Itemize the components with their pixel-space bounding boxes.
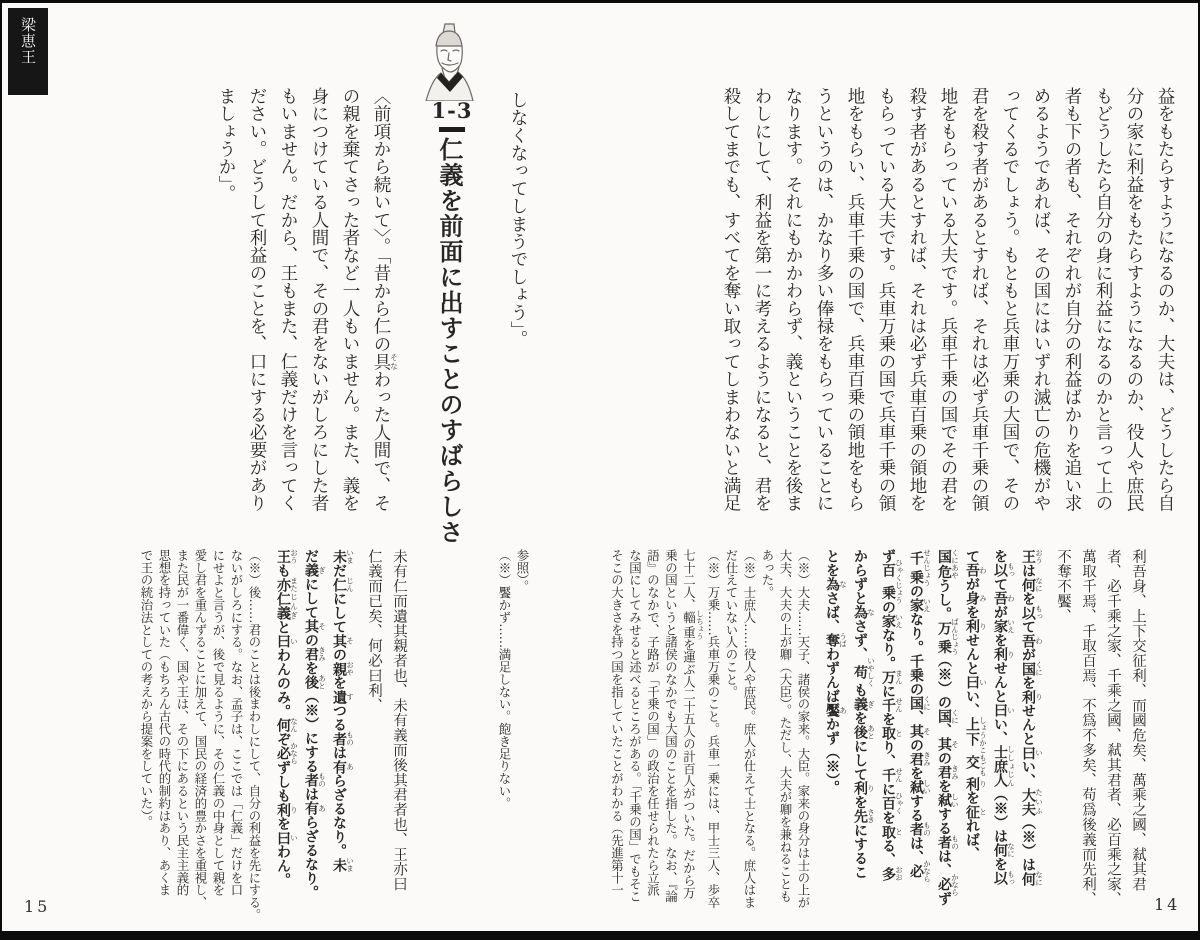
text-column: 千乗せんじょうの家いえなり。千乗の国くに、其その君きみを弒しいする者ものは、必かなら (908, 549, 932, 883)
text-column: しなくなってしまうでしょう」。 (508, 91, 528, 348)
right-page-translation (715, 87, 1180, 539)
section-title (432, 137, 467, 547)
annotations-continued-left (495, 549, 531, 921)
section-divider-rule (439, 127, 465, 132)
page-number-left: 15 (24, 897, 51, 916)
text-column: 思想を持っていた（もちろん古代の時代的制約はあり、あくま (157, 549, 172, 897)
text-column: 殺す者があるとすれば、それは必ず兵車百乗の領地を (907, 87, 927, 512)
text-column: の親を棄てさった者など一人もいません。また、義を (340, 87, 360, 512)
section-number: 1-3 (431, 98, 473, 123)
text-column: （※）後……君のことは後まわしにして、自分の利益を先にする。 (247, 549, 262, 921)
text-column: そこの大きさを持つ国を指していたことがわかる（先進第十一 (609, 549, 625, 897)
kakikudashi-reading-left (270, 549, 354, 921)
text-column: わしにして、利益を第一に考えるようになると、君を (752, 87, 772, 512)
text-column: だ仕えていない人のこと。 (724, 549, 739, 698)
kanbun-original-right (1050, 549, 1150, 921)
kanbun-original-left (361, 549, 411, 921)
text-column: また民が一番偉く、国や王は、その下にあるという民主主義的 (175, 549, 190, 897)
text-column: 分の家に利益をもたらすようになるのか、役人や庶民 (1124, 87, 1144, 512)
text-column: ってくるでしょう。もともと兵車万乗の大国で、その (1000, 87, 1020, 512)
text-column: もどうしたら自分の身に利益になるのかと言って上の (1093, 87, 1113, 512)
section-title-text: 仁義を前面に出すことのすばらしさ (435, 137, 464, 545)
text-column: 君を殺す者があるとすれば、それは必ず兵車千乗の領 (969, 87, 989, 512)
text-column: もらっている大夫です。兵車万乗の国で兵車千乗の領 (876, 87, 896, 512)
left-page-source-block (130, 549, 531, 921)
mencius-portrait-icon (421, 21, 477, 101)
text-column: 語』のなかで、子路が「千乗の国」の政治を任せられたら立派 (645, 549, 661, 897)
text-column: 地をもらい、兵車千乗の国で、兵車百乗の領地をもら (845, 87, 865, 512)
text-column: な国にしてみせると述べるところがある。「千乗の国」でもそこ (627, 549, 643, 903)
text-column: なります。それにもかかわらず、義ということを後ま (783, 87, 803, 512)
text-column: 王おうは何なにを以もって吾わが国くにを利りせんと曰いい、大夫たいふ（※）は何なに (1020, 549, 1044, 886)
text-column: ず百乗ひゃくじょうの家いえなり。万まんに千せんを取とり、千せんに百ひゃくを取とる、多おお (880, 549, 904, 881)
text-column: （※）饜かず……満足しない。飽き足りない。 (497, 549, 512, 810)
text-column: （※）士庶人……役人や庶民。庶人が仕えて士となる。庶人はま (742, 549, 757, 909)
text-column: 仁義而已矣、何必曰利、 (366, 549, 382, 713)
text-column: 参照）。 (515, 549, 530, 593)
annotations-left (137, 549, 263, 921)
text-column: だ義ぎにして其その君きみを後あと（※）にする者ものは有あらざるなり。 (303, 549, 327, 899)
book-page-spread (2, 3, 1198, 931)
text-column: 者も下の者も、それぞれが自分の利益ばかりを追い求 (1062, 87, 1082, 512)
text-column: うというのは、かなり多い俸禄をもらっていることに (814, 87, 834, 512)
text-column: 国くに危あやうし。万乗ばんじょう（※）の国くに、其その君きみを弒しいする者ものは、必かならず (936, 549, 960, 906)
text-column: めるようであれば、その国にはいずれ滅亡の危機がや (1031, 87, 1051, 512)
text-column: ないがしろにする。なお、孟子は、ここでは「仁義」だけを口 (229, 549, 244, 897)
text-column: 不奪不饜、 (1055, 549, 1071, 624)
text-column: を以もって吾わが家いえを利りせんと曰いい、士庶人ししょじん（※）は何なにを以もっ (992, 549, 1016, 886)
text-column: （※）大夫……天子、諸侯の家来。大臣。家来の身分は士の上が (796, 549, 811, 909)
text-column: 萬取千焉、千取百焉、不爲不多矣、苟爲後義而先利、 (1080, 549, 1096, 907)
text-column: ましょうか」。 (216, 87, 236, 203)
text-column: 乗の国というと諸侯のなかでも大国のことを指した。なお、『論 (663, 549, 679, 903)
mencius-portrait (421, 21, 477, 101)
text-column: 未いまだ仁じんにして其その親おやを遺すつる者ものは有あらざるなり。未いま (331, 549, 355, 872)
text-column: 身につけている人間で、その君をないがしろにした者 (309, 87, 329, 512)
text-column: て吾わが身みを利りせんと曰いい、上下しょうか交こもごも利りを征とれば、 (964, 549, 988, 861)
left-page-intro (210, 87, 398, 539)
chapter-tab (8, 8, 48, 95)
kakikudashi-reading-right (819, 549, 1043, 921)
text-column: あった。 (760, 549, 775, 599)
text-column: にせよと言うが、後で見るように、その仁義の中身として親を (211, 549, 226, 897)
left-page-translation-end (502, 91, 533, 543)
chapter-tab-title: 梁恵王 (19, 17, 37, 65)
text-column: 大夫、大夫の上が卿（大臣）。ただし、大夫が卿を兼ねることも (778, 549, 793, 903)
text-column: 利吾身、上下交征利、而國危矣、萬乘之國、弒其君 (1130, 549, 1146, 892)
text-column: 〈前項から続いて〉。「昔から仁の具そなわった人間で、そ (371, 87, 399, 513)
page-number-right: 14 (1154, 895, 1181, 914)
annotations-right (608, 549, 813, 921)
text-column: 地をもらっている大夫です。兵車千乗の国でその君を (938, 87, 958, 512)
text-column: 七十二人、輜重 しちょうを運ぶ人二十五人の計百人がついた。だから万 (681, 549, 705, 899)
text-column: もいません。だから、王もまた、仁義だけを言ってく (278, 87, 298, 512)
text-column: 益をもたらすようになるのか、大夫は、どうしたら自 (1155, 87, 1175, 512)
text-column: （※）万乗……兵車万乗のこと。兵車一乗には、甲士三人、歩卒 (706, 549, 721, 909)
text-column: で王の統治法としての考えから提案をしていた）。 (139, 549, 154, 828)
text-column: 者、必千乘之家、千乘之國、弒其君者、必百乘之家、 (1105, 549, 1121, 907)
text-column: 未有仁而遺其親者也、未有義而後其君者也、王亦曰 (391, 549, 407, 892)
text-column: 王おうも亦また仁義じんぎと曰いわんのみ。何なんぞ必かならずしも利りを曰いわん。 (275, 549, 299, 887)
text-column: ださい。どうして利益のことを、口にする必要があり (247, 87, 267, 512)
text-column: からずと為なさず、苟いやしくも義ぎを後あとにして利りを先さきにするこ (852, 549, 876, 879)
right-page-source-block (601, 549, 1151, 921)
chapter-tab-part (0, 30, 8, 46)
text-column: とを為なさば、奪うばわずんば饜あかず（※）。 (824, 549, 848, 794)
text-column: 殺してまでも、すべてを奪い取ってしまわないと満足 (721, 87, 741, 512)
text-column: 愛し君を重んずることに加えて、国民の経済的豊かさを重視し、 (193, 549, 208, 909)
